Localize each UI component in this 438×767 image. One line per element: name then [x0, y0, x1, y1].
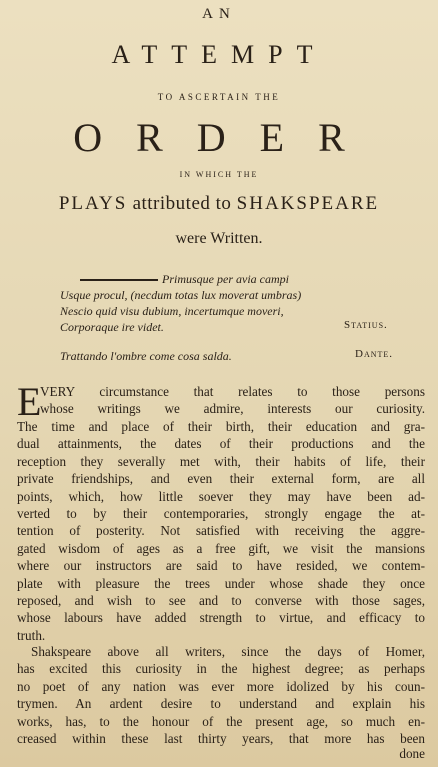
body-line: has excited this curiosity in the highest degree; as perhaps: [17, 661, 425, 677]
body-line: private friendships, and even their external form, are all: [17, 471, 425, 487]
body-line: Shakspeare above all writers, since the days of Homer,: [31, 644, 425, 659]
epigraph-line-3: Nescio quid visu dubium, incertumque moveri,: [60, 304, 284, 318]
epigraph-line-4: Corporaque ire videt.: [60, 320, 164, 334]
title-were-written: were Written.: [175, 230, 263, 247]
body-line: where our instructors are said to have resided, we contem-: [17, 558, 425, 574]
title-to-ascertain: TO ASCERTAIN THE: [157, 92, 281, 102]
title-attempt: ATTEMPT: [111, 40, 327, 69]
title-plays-line: [0, 193, 438, 215]
body-line: truth.: [17, 627, 46, 643]
body-line: plate with pleasure the trees under whose shade they once: [17, 575, 425, 591]
catchword: done: [399, 746, 425, 761]
epigraph-line-1-text: Primusque per avia campi: [162, 272, 289, 286]
body-line: verted to by their contemporaries, strongly engage the at-: [17, 505, 425, 521]
body-line: tention of posterity. Not satisfied with receiving the aggre-: [17, 523, 425, 539]
title-in-which: IN WHICH THE: [179, 170, 259, 179]
body-line: gated wisdom of ages as a free gift, we visit the mansions: [17, 540, 425, 556]
body-line: no poet of any nation was ever more idolized by his coun-: [17, 678, 425, 694]
epigraph-attribution-statius: Statius.: [344, 319, 388, 331]
body-line: creased within these last thirty years, that more has been: [17, 730, 425, 746]
body-line: dual attainments, the dates of their productions and the: [17, 436, 425, 452]
body-line: reposed, and wish to see and to converse with those sages,: [17, 592, 425, 608]
body-line: works, has, to the honour of the present age, so much en-: [17, 713, 425, 729]
title-order: ORDER: [73, 115, 379, 160]
paragraph-2: [17, 643, 425, 747]
paragraph-1: [17, 418, 425, 644]
first-lines: [40, 383, 425, 418]
epigraph-line-2: Usque procul, (necdum totas lux moverat umbras): [60, 288, 302, 302]
body-line: VERY circumstance that relates to those persons: [40, 384, 425, 399]
title-plays: PLAYS: [58, 193, 128, 214]
epigraph-attribution-dante: Dante.: [355, 348, 394, 360]
body-line: points, which, how little soever they may have been ad-: [17, 488, 425, 504]
body-line: trymen. An ardent desire to understand and explain his: [17, 696, 425, 712]
epigraph-rule: [80, 279, 158, 281]
body-line: whose writings we admire, interests our curiosity.: [40, 401, 425, 417]
body-line: The time and place of their birth, their education and gra-: [17, 419, 425, 434]
epigraph-line-1: [80, 271, 289, 287]
epigraph2-text: Trattando l'ombre come cosa salda.: [60, 349, 232, 363]
title-shakspeare: SHAKSPEARE: [236, 193, 380, 214]
body-line: reception they severally met with, their habits of life, their: [17, 453, 425, 469]
body-line: whose labours have added strength to virtue, and efficacy to: [17, 610, 425, 626]
title-an: AN: [202, 6, 236, 22]
title-attributed: attributed to: [127, 193, 237, 214]
drop-cap: E: [17, 379, 42, 424]
